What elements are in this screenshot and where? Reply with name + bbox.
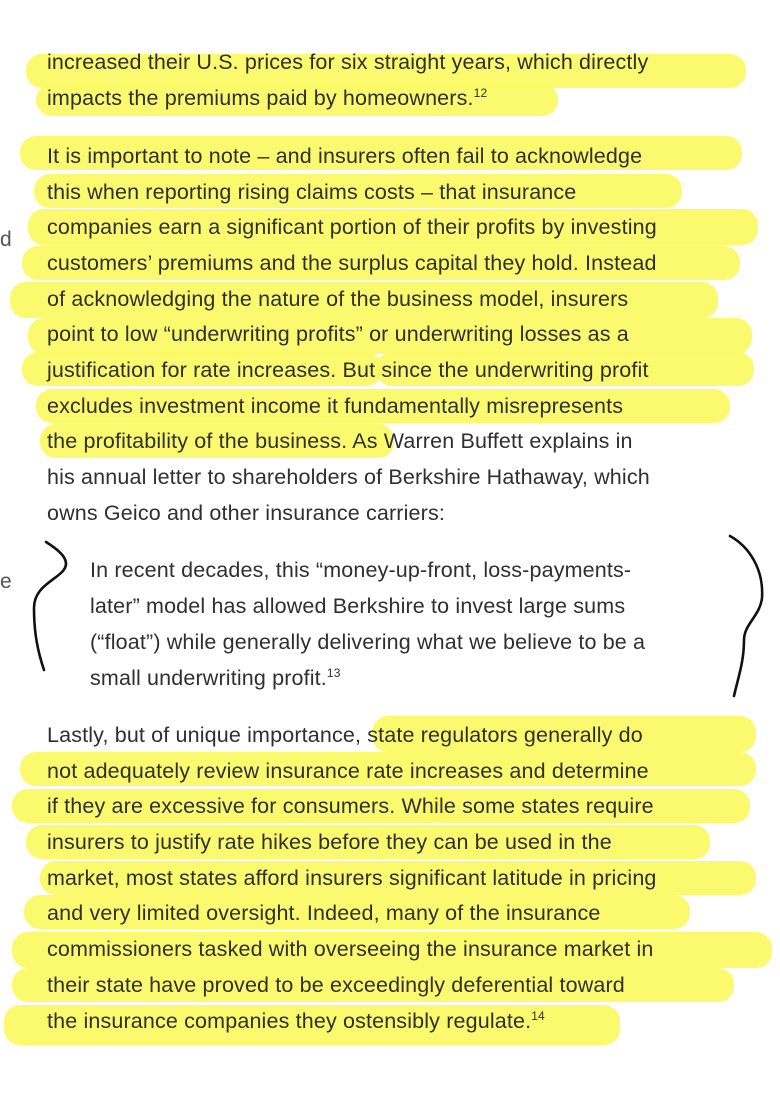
margin-fragment: d	[0, 228, 12, 251]
quote-line: later” model has allowed Berkshire to invest large sums	[90, 594, 626, 618]
quote-line: In recent decades, this “money-up-front, loss-payments-	[90, 558, 632, 582]
text-line: the profitability of the business. As Warren Buffett explains in	[47, 429, 633, 453]
text-line: of acknowledging the nature of the business model, insurers	[47, 287, 629, 311]
text-line-content: impacts the premiums paid by homeowners.	[47, 86, 474, 111]
text-line: owns Geico and other insurance carriers:	[47, 501, 445, 525]
text-line: companies earn a significant portion of their profits by investing	[47, 215, 657, 239]
text-line: commissioners tasked with overseeing the insurance market in	[47, 937, 654, 961]
text-line: his annual letter to shareholders of Berkshire Hathaway, which	[47, 465, 650, 489]
text-line: and very limited oversight. Indeed, many of the insurance	[47, 901, 601, 925]
text-line: excludes investment income it fundamentally misrepresents	[47, 394, 624, 418]
text-line: It is important to note – and insurers often fail to acknowledge	[47, 144, 643, 168]
text-line: their state have proved to be exceedingly deferential toward	[47, 973, 625, 997]
handwritten-left-brace	[22, 538, 82, 678]
margin-fragment: e	[0, 570, 12, 593]
text-line: customers’ premiums and the surplus capital they hold. Instead	[47, 251, 657, 275]
text-line: insurers to justify rate hikes before they can be used in the	[47, 830, 612, 854]
footnote-ref: 14	[531, 1009, 545, 1023]
text-line: increased their U.S. prices for six straight years, which directly	[47, 50, 649, 74]
text-line: point to low “underwriting profits” or underwriting losses as a	[47, 322, 629, 346]
text-line	[47, 1009, 545, 1034]
footnote-ref: 12	[473, 86, 488, 100]
text-line: this when reporting rising claims costs – that insurance	[47, 180, 577, 204]
handwritten-right-brace	[718, 528, 778, 708]
text-line: Lastly, but of unique importance, state regulators generally do	[47, 723, 643, 747]
quote-line	[90, 666, 341, 691]
footnote-ref: 13	[326, 666, 341, 680]
text-line	[47, 86, 487, 111]
text-line: if they are excessive for consumers. While some states require	[47, 794, 654, 818]
quote-line-content: small underwriting profit.	[90, 666, 327, 691]
text-line: not adequately review insurance rate increases and determine	[47, 759, 649, 783]
quote-line: (“float”) while generally delivering what we believe to be a	[90, 630, 646, 654]
text-line-content: the insurance companies they ostensibly regulate.	[47, 1009, 532, 1034]
text-line: justification for rate increases. But since the underwriting profit	[47, 358, 649, 382]
text-line: market, most states afford insurers significant latitude in pricing	[47, 866, 657, 890]
